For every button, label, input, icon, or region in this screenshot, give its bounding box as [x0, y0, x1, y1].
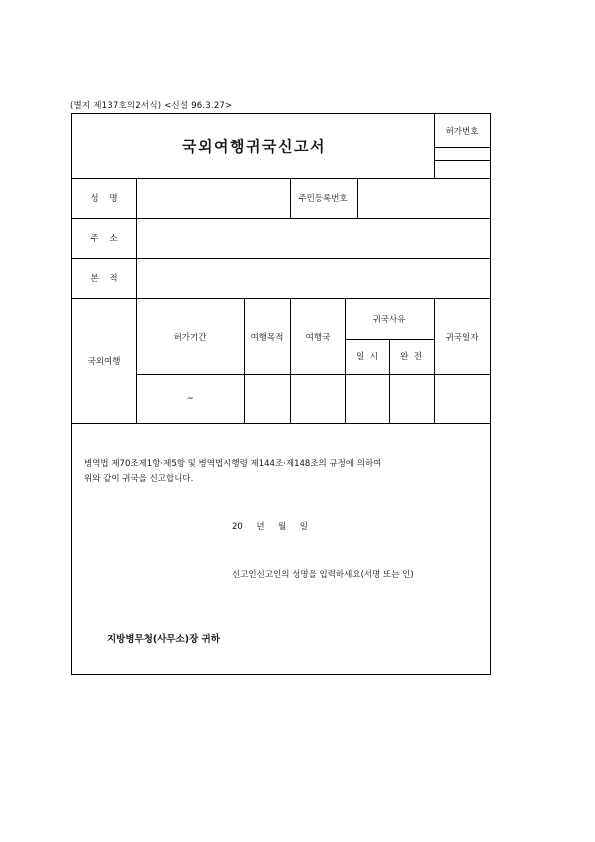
statement-text	[84, 457, 484, 487]
permit-number-label: 허가번호	[445, 127, 479, 137]
rrn-label: 주민등록번호	[298, 194, 348, 204]
temporary-return-field[interactable]	[346, 375, 388, 422]
complete-label: 완 전	[400, 352, 422, 362]
statement-divider	[71, 423, 491, 424]
rrn-field[interactable]	[358, 179, 490, 217]
domicile-label: 본 적	[90, 274, 118, 284]
form-reference: (별지 제137호의2서식) <신설 96.3.27>	[70, 101, 233, 111]
return-date-field[interactable]	[435, 375, 490, 422]
travel-purpose-field[interactable]	[245, 375, 289, 422]
row-divider	[71, 298, 491, 299]
temporary-label: 일 시	[356, 352, 378, 362]
name-field[interactable]	[137, 179, 289, 217]
address-label: 주 소	[90, 234, 118, 244]
date-line: 20 년 월 일	[232, 522, 308, 532]
recipient-line: 지방병무청(사무소)장 귀하	[107, 634, 220, 645]
permit-number-field[interactable]	[435, 161, 490, 177]
signer-line[interactable]: 신고인신고인의 성명을 입력하세요(서명 또는 인)	[232, 570, 414, 580]
travel-country-label: 여행국	[305, 333, 331, 343]
complete-return-field[interactable]	[390, 375, 433, 422]
permit-period-label: 허가기간	[173, 333, 207, 343]
address-field[interactable]	[137, 219, 490, 257]
return-reason-label: 귀국사유	[372, 315, 406, 325]
travel-country-field[interactable]	[291, 375, 344, 422]
permit-period-tilde: ~	[186, 394, 194, 404]
domicile-field[interactable]	[137, 259, 490, 297]
permit-box-divider	[434, 147, 491, 148]
overseas-travel-label: 국외여행	[87, 357, 121, 367]
rrn-label-border	[290, 178, 291, 218]
travel-purpose-label: 여행목적	[250, 333, 284, 343]
statement-line-1: 병역법 제70조제1항·제5항 및 병역법시행령 제144조·제148조의 규정에 의하여	[84, 459, 382, 469]
form-title: 국외여행귀국신고서	[182, 137, 326, 156]
name-label: 성 명	[90, 194, 118, 204]
statement-line-2: 위와 같이 귀국을 신고합니다.	[84, 474, 194, 484]
permit-period-field[interactable]	[137, 375, 243, 422]
return-date-label: 귀국일자	[445, 333, 479, 343]
